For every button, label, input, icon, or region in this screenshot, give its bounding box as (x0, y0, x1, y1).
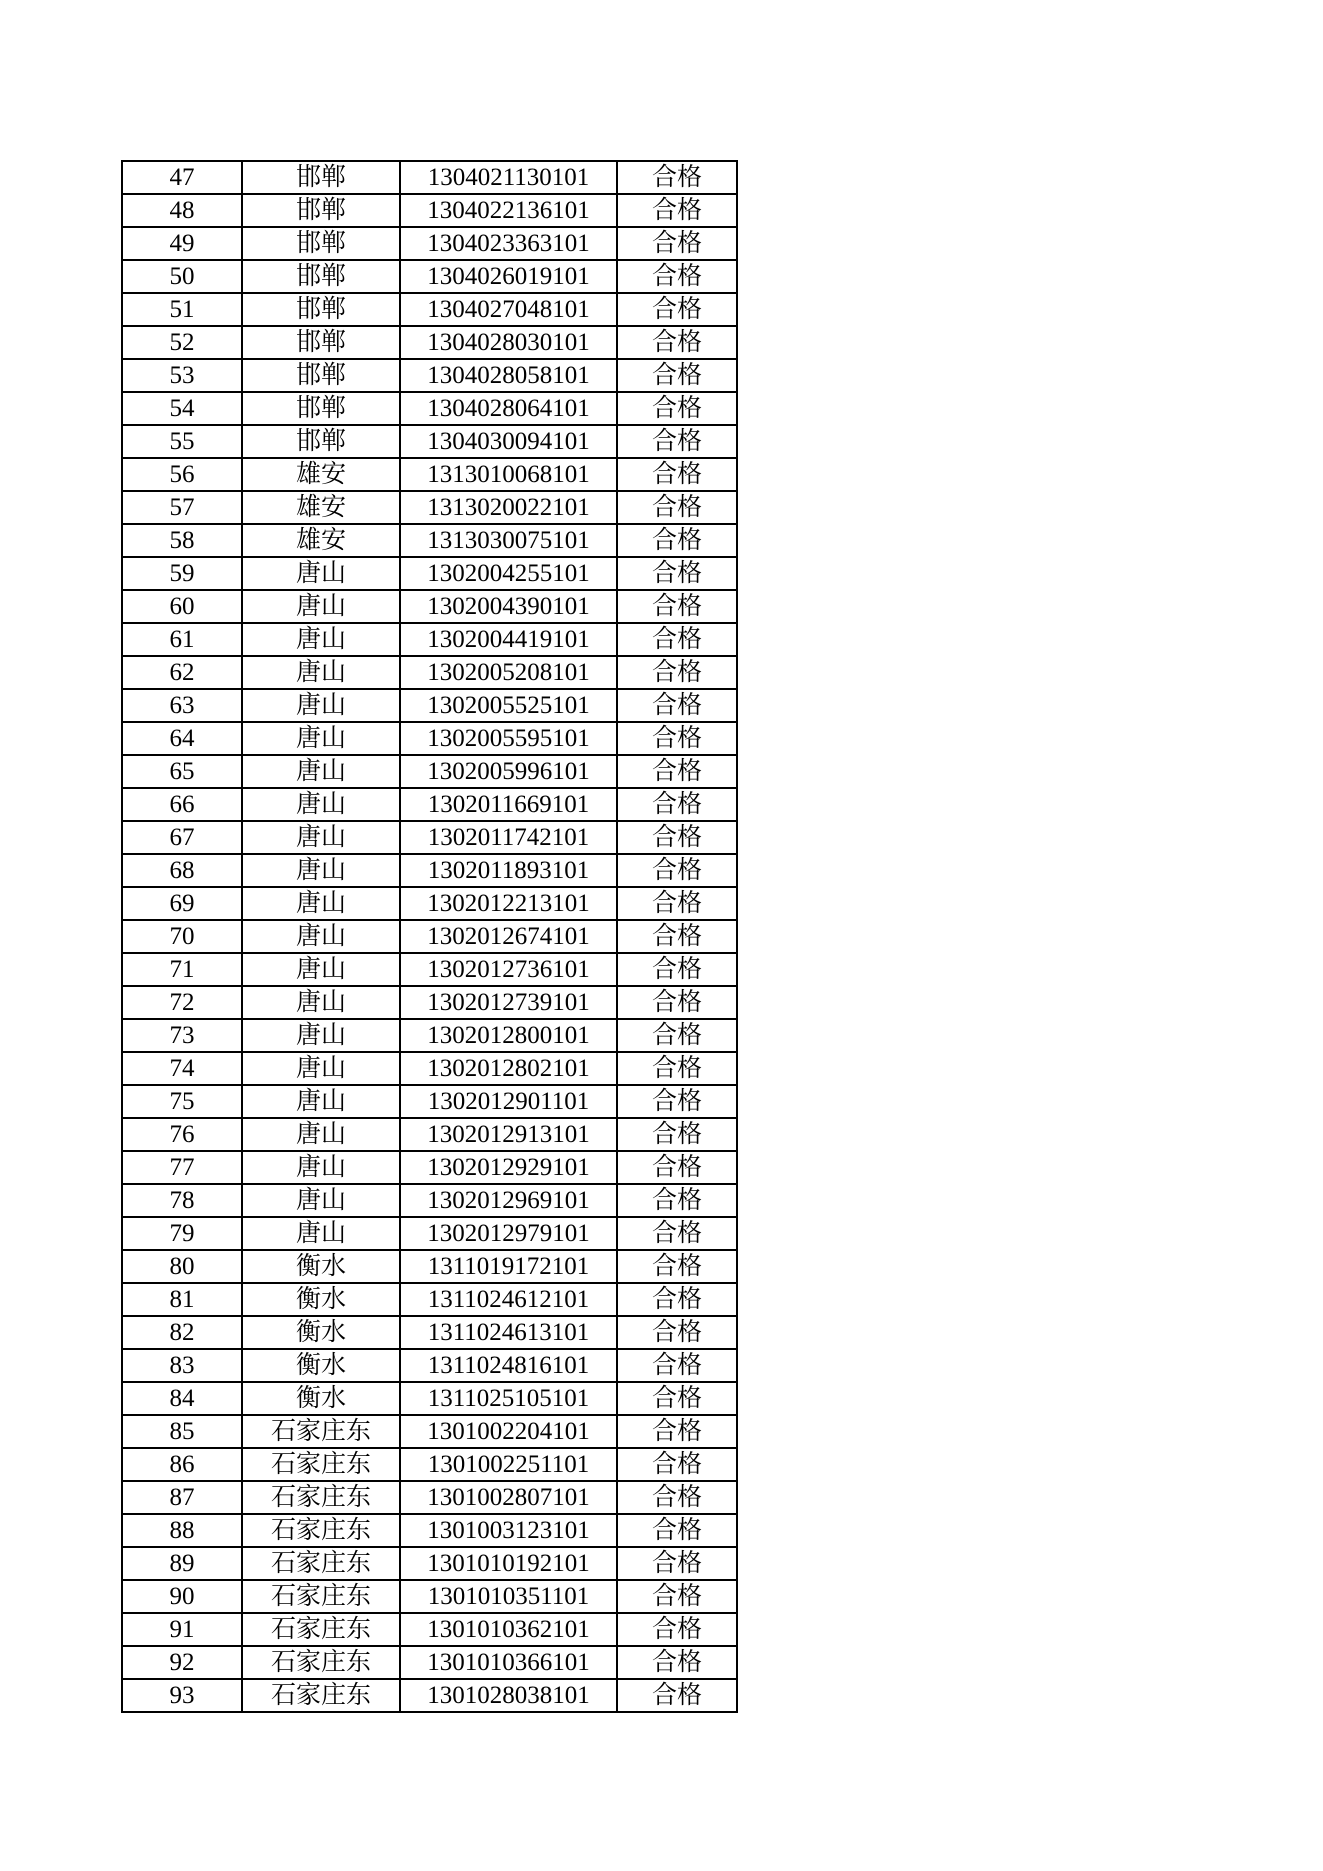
table-row (122, 524, 737, 557)
result-cell: 合格 (617, 623, 737, 656)
table-row (122, 161, 737, 194)
row-number-cell: 52 (122, 326, 242, 359)
table-row (122, 1283, 737, 1316)
table-row (122, 1151, 737, 1184)
result-cell: 合格 (617, 491, 737, 524)
city-cell: 石家庄东 (242, 1580, 400, 1613)
row-number-cell: 87 (122, 1481, 242, 1514)
city-cell: 唐山 (242, 1085, 400, 1118)
city-cell: 石家庄东 (242, 1448, 400, 1481)
row-number-cell: 84 (122, 1382, 242, 1415)
city-cell: 石家庄东 (242, 1514, 400, 1547)
row-number-cell: 88 (122, 1514, 242, 1547)
city-cell: 邯郸 (242, 392, 400, 425)
registration-number-cell: 1302005525101 (400, 689, 617, 722)
city-cell: 唐山 (242, 821, 400, 854)
row-number-cell: 89 (122, 1547, 242, 1580)
registration-number-cell: 1304030094101 (400, 425, 617, 458)
city-cell: 衡水 (242, 1316, 400, 1349)
registration-number-cell: 1301010366101 (400, 1646, 617, 1679)
result-cell: 合格 (617, 1085, 737, 1118)
result-cell: 合格 (617, 1019, 737, 1052)
row-number-cell: 66 (122, 788, 242, 821)
row-number-cell: 51 (122, 293, 242, 326)
result-cell: 合格 (617, 1052, 737, 1085)
registration-number-cell: 1301002251101 (400, 1448, 617, 1481)
table-row (122, 1613, 737, 1646)
city-cell: 邯郸 (242, 194, 400, 227)
city-cell: 唐山 (242, 1052, 400, 1085)
row-number-cell: 50 (122, 260, 242, 293)
result-cell: 合格 (617, 887, 737, 920)
result-cell: 合格 (617, 1514, 737, 1547)
table-row (122, 1052, 737, 1085)
city-cell: 唐山 (242, 920, 400, 953)
results-table (121, 160, 738, 1713)
result-cell: 合格 (617, 1217, 737, 1250)
city-cell: 唐山 (242, 1217, 400, 1250)
city-cell: 石家庄东 (242, 1481, 400, 1514)
table-row (122, 293, 737, 326)
table-row (122, 755, 737, 788)
table-row (122, 1316, 737, 1349)
table-row (122, 590, 737, 623)
city-cell: 唐山 (242, 1184, 400, 1217)
result-cell: 合格 (617, 755, 737, 788)
result-cell: 合格 (617, 1382, 737, 1415)
result-cell: 合格 (617, 1448, 737, 1481)
row-number-cell: 85 (122, 1415, 242, 1448)
table-row (122, 1514, 737, 1547)
row-number-cell: 48 (122, 194, 242, 227)
registration-number-cell: 1304021130101 (400, 161, 617, 194)
row-number-cell: 70 (122, 920, 242, 953)
city-cell: 唐山 (242, 887, 400, 920)
table-row (122, 920, 737, 953)
registration-number-cell: 1302004419101 (400, 623, 617, 656)
result-cell: 合格 (617, 161, 737, 194)
registration-number-cell: 1304027048101 (400, 293, 617, 326)
result-cell: 合格 (617, 722, 737, 755)
registration-number-cell: 1313010068101 (400, 458, 617, 491)
result-cell: 合格 (617, 557, 737, 590)
result-cell: 合格 (617, 1283, 737, 1316)
registration-number-cell: 1302012736101 (400, 953, 617, 986)
result-cell: 合格 (617, 1547, 737, 1580)
row-number-cell: 83 (122, 1349, 242, 1382)
table-row (122, 1349, 737, 1382)
registration-number-cell: 1311024613101 (400, 1316, 617, 1349)
table-row (122, 425, 737, 458)
table-row (122, 1085, 737, 1118)
result-cell: 合格 (617, 1118, 737, 1151)
result-cell: 合格 (617, 920, 737, 953)
row-number-cell: 81 (122, 1283, 242, 1316)
result-cell: 合格 (617, 1679, 737, 1712)
result-cell: 合格 (617, 1349, 737, 1382)
row-number-cell: 90 (122, 1580, 242, 1613)
result-cell: 合格 (617, 1415, 737, 1448)
table-row (122, 722, 737, 755)
registration-number-cell: 1302011742101 (400, 821, 617, 854)
row-number-cell: 71 (122, 953, 242, 986)
results-table-body (122, 161, 737, 1712)
city-cell: 唐山 (242, 788, 400, 821)
table-row (122, 1448, 737, 1481)
city-cell: 邯郸 (242, 326, 400, 359)
table-row (122, 227, 737, 260)
registration-number-cell: 1304023363101 (400, 227, 617, 260)
row-number-cell: 73 (122, 1019, 242, 1052)
registration-number-cell: 1301028038101 (400, 1679, 617, 1712)
table-row (122, 1415, 737, 1448)
city-cell: 石家庄东 (242, 1415, 400, 1448)
city-cell: 唐山 (242, 656, 400, 689)
result-cell: 合格 (617, 953, 737, 986)
city-cell: 唐山 (242, 986, 400, 1019)
city-cell: 邯郸 (242, 161, 400, 194)
row-number-cell: 80 (122, 1250, 242, 1283)
table-row (122, 1019, 737, 1052)
table-row (122, 1382, 737, 1415)
registration-number-cell: 1302004390101 (400, 590, 617, 623)
result-cell: 合格 (617, 986, 737, 1019)
table-row (122, 953, 737, 986)
result-cell: 合格 (617, 1250, 737, 1283)
table-row (122, 1679, 737, 1712)
registration-number-cell: 1301002204101 (400, 1415, 617, 1448)
table-row (122, 623, 737, 656)
registration-number-cell: 1313020022101 (400, 491, 617, 524)
row-number-cell: 82 (122, 1316, 242, 1349)
registration-number-cell: 1304022136101 (400, 194, 617, 227)
result-cell: 合格 (617, 194, 737, 227)
result-cell: 合格 (617, 359, 737, 392)
table-row (122, 656, 737, 689)
row-number-cell: 77 (122, 1151, 242, 1184)
table-row (122, 359, 737, 392)
result-cell: 合格 (617, 854, 737, 887)
registration-number-cell: 1302012913101 (400, 1118, 617, 1151)
row-number-cell: 63 (122, 689, 242, 722)
result-cell: 合格 (617, 392, 737, 425)
result-cell: 合格 (617, 293, 737, 326)
registration-number-cell: 1302012739101 (400, 986, 617, 1019)
table-row (122, 1580, 737, 1613)
registration-number-cell: 1304028030101 (400, 326, 617, 359)
table-row (122, 1217, 737, 1250)
registration-number-cell: 1302011893101 (400, 854, 617, 887)
row-number-cell: 65 (122, 755, 242, 788)
row-number-cell: 91 (122, 1613, 242, 1646)
registration-number-cell: 1302012969101 (400, 1184, 617, 1217)
city-cell: 衡水 (242, 1349, 400, 1382)
table-row (122, 821, 737, 854)
registration-number-cell: 1302005208101 (400, 656, 617, 689)
result-cell: 合格 (617, 821, 737, 854)
row-number-cell: 49 (122, 227, 242, 260)
row-number-cell: 69 (122, 887, 242, 920)
city-cell: 邯郸 (242, 425, 400, 458)
result-cell: 合格 (617, 1613, 737, 1646)
row-number-cell: 64 (122, 722, 242, 755)
registration-number-cell: 1304028064101 (400, 392, 617, 425)
row-number-cell: 62 (122, 656, 242, 689)
row-number-cell: 78 (122, 1184, 242, 1217)
registration-number-cell: 1302005996101 (400, 755, 617, 788)
registration-number-cell: 1304026019101 (400, 260, 617, 293)
city-cell: 邯郸 (242, 359, 400, 392)
registration-number-cell: 1301002807101 (400, 1481, 617, 1514)
city-cell: 唐山 (242, 1151, 400, 1184)
table-row (122, 1184, 737, 1217)
registration-number-cell: 1302012929101 (400, 1151, 617, 1184)
registration-number-cell: 1302012979101 (400, 1217, 617, 1250)
table-row (122, 887, 737, 920)
row-number-cell: 92 (122, 1646, 242, 1679)
city-cell: 唐山 (242, 854, 400, 887)
city-cell: 邯郸 (242, 227, 400, 260)
result-cell: 合格 (617, 260, 737, 293)
registration-number-cell: 1302012802101 (400, 1052, 617, 1085)
row-number-cell: 79 (122, 1217, 242, 1250)
table-row (122, 392, 737, 425)
city-cell: 衡水 (242, 1283, 400, 1316)
registration-number-cell: 1311025105101 (400, 1382, 617, 1415)
row-number-cell: 58 (122, 524, 242, 557)
table-row (122, 557, 737, 590)
result-cell: 合格 (617, 689, 737, 722)
result-cell: 合格 (617, 1646, 737, 1679)
table-row (122, 458, 737, 491)
table-row (122, 491, 737, 524)
city-cell: 石家庄东 (242, 1547, 400, 1580)
table-row (122, 1547, 737, 1580)
table-row (122, 1646, 737, 1679)
row-number-cell: 86 (122, 1448, 242, 1481)
table-row (122, 260, 737, 293)
table-row (122, 986, 737, 1019)
city-cell: 唐山 (242, 722, 400, 755)
table-row (122, 326, 737, 359)
result-cell: 合格 (617, 1184, 737, 1217)
city-cell: 唐山 (242, 755, 400, 788)
registration-number-cell: 1302012901101 (400, 1085, 617, 1118)
row-number-cell: 93 (122, 1679, 242, 1712)
city-cell: 石家庄东 (242, 1679, 400, 1712)
city-cell: 唐山 (242, 623, 400, 656)
result-cell: 合格 (617, 458, 737, 491)
registration-number-cell: 1301003123101 (400, 1514, 617, 1547)
city-cell: 石家庄东 (242, 1646, 400, 1679)
registration-number-cell: 1302012674101 (400, 920, 617, 953)
table-row (122, 788, 737, 821)
row-number-cell: 55 (122, 425, 242, 458)
row-number-cell: 60 (122, 590, 242, 623)
result-cell: 合格 (617, 326, 737, 359)
table-row (122, 1481, 737, 1514)
result-cell: 合格 (617, 524, 737, 557)
result-cell: 合格 (617, 1481, 737, 1514)
registration-number-cell: 1302012800101 (400, 1019, 617, 1052)
registration-number-cell: 1311024612101 (400, 1283, 617, 1316)
city-cell: 唐山 (242, 689, 400, 722)
city-cell: 唐山 (242, 557, 400, 590)
result-cell: 合格 (617, 1316, 737, 1349)
row-number-cell: 53 (122, 359, 242, 392)
registration-number-cell: 1302012213101 (400, 887, 617, 920)
registration-number-cell: 1311019172101 (400, 1250, 617, 1283)
row-number-cell: 61 (122, 623, 242, 656)
city-cell: 雄安 (242, 491, 400, 524)
row-number-cell: 72 (122, 986, 242, 1019)
table-row (122, 1250, 737, 1283)
row-number-cell: 57 (122, 491, 242, 524)
registration-number-cell: 1302004255101 (400, 557, 617, 590)
registration-number-cell: 1301010192101 (400, 1547, 617, 1580)
row-number-cell: 47 (122, 161, 242, 194)
result-cell: 合格 (617, 788, 737, 821)
row-number-cell: 75 (122, 1085, 242, 1118)
result-cell: 合格 (617, 227, 737, 260)
table-row (122, 854, 737, 887)
table-row (122, 194, 737, 227)
table-row (122, 1118, 737, 1151)
row-number-cell: 54 (122, 392, 242, 425)
result-cell: 合格 (617, 656, 737, 689)
registration-number-cell: 1302011669101 (400, 788, 617, 821)
registration-number-cell: 1311024816101 (400, 1349, 617, 1382)
row-number-cell: 56 (122, 458, 242, 491)
row-number-cell: 67 (122, 821, 242, 854)
results-sheet (121, 160, 738, 1713)
result-cell: 合格 (617, 425, 737, 458)
city-cell: 雄安 (242, 458, 400, 491)
row-number-cell: 59 (122, 557, 242, 590)
city-cell: 衡水 (242, 1250, 400, 1283)
city-cell: 唐山 (242, 590, 400, 623)
city-cell: 邯郸 (242, 293, 400, 326)
row-number-cell: 76 (122, 1118, 242, 1151)
city-cell: 唐山 (242, 953, 400, 986)
row-number-cell: 68 (122, 854, 242, 887)
registration-number-cell: 1302005595101 (400, 722, 617, 755)
city-cell: 雄安 (242, 524, 400, 557)
result-cell: 合格 (617, 1151, 737, 1184)
city-cell: 唐山 (242, 1019, 400, 1052)
city-cell: 衡水 (242, 1382, 400, 1415)
city-cell: 唐山 (242, 1118, 400, 1151)
registration-number-cell: 1304028058101 (400, 359, 617, 392)
registration-number-cell: 1313030075101 (400, 524, 617, 557)
row-number-cell: 74 (122, 1052, 242, 1085)
city-cell: 邯郸 (242, 260, 400, 293)
registration-number-cell: 1301010362101 (400, 1613, 617, 1646)
registration-number-cell: 1301010351101 (400, 1580, 617, 1613)
result-cell: 合格 (617, 1580, 737, 1613)
city-cell: 石家庄东 (242, 1613, 400, 1646)
result-cell: 合格 (617, 590, 737, 623)
table-row (122, 689, 737, 722)
